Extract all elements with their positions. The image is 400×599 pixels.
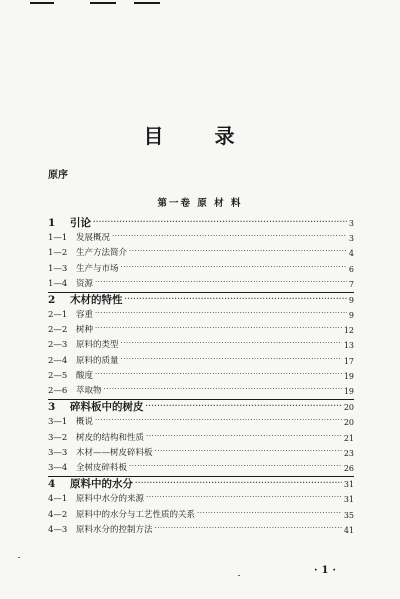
toc-entry-number: 3 xyxy=(48,401,56,414)
toc-entry-title: 发展概况 xyxy=(76,233,111,244)
edge-mark xyxy=(30,2,54,4)
dot-leader xyxy=(155,521,342,536)
toc-entry-page: 9 xyxy=(348,311,354,321)
dot-leader xyxy=(112,229,347,244)
toc-entry-number: 2—2 xyxy=(48,325,68,336)
toc-section-row[interactable] xyxy=(48,461,354,476)
page-title: 目 录 xyxy=(143,124,257,148)
dot-leader xyxy=(155,444,342,459)
toc-entry-number: 4 xyxy=(48,478,56,491)
toc-entry-title: 碎料板中的树皮 xyxy=(70,401,144,414)
dot-leader xyxy=(146,429,342,444)
toc-entry-title: 树种 xyxy=(76,325,94,336)
toc-entry-number: 1—2 xyxy=(48,248,68,259)
toc-entry-title: 容重 xyxy=(76,310,94,321)
toc-entry-number: 1—4 xyxy=(48,278,68,289)
dot-leader xyxy=(197,506,342,521)
toc-entry-page: 13 xyxy=(343,341,354,351)
toc-entry-number: 3—1 xyxy=(48,417,68,428)
toc-entry-number: 2—6 xyxy=(48,386,68,397)
toc-entry-title: 概说 xyxy=(76,417,94,428)
toc-entry-page: 12 xyxy=(343,326,354,336)
toc-entry-page: 21 xyxy=(343,433,354,443)
toc-entry-page: 9 xyxy=(348,295,354,305)
dot-leader xyxy=(121,260,347,275)
dot-leader xyxy=(95,321,342,336)
toc-entry-number: 2—5 xyxy=(48,370,68,381)
toc-entry-number: 4—3 xyxy=(48,524,68,535)
toc-entry-title: 全树皮碎料板 xyxy=(76,462,128,473)
dot-leader xyxy=(121,352,342,367)
toc-entry-number: 1 xyxy=(48,216,56,229)
toc-entry-title: 生产方法简介 xyxy=(76,248,128,259)
toc-entry-title: 原料的类型 xyxy=(76,340,119,351)
dot-leader xyxy=(104,382,342,397)
dot-leader xyxy=(95,367,342,382)
dot-leader xyxy=(121,336,342,351)
preface-link[interactable]: 原序 xyxy=(48,170,68,181)
dot-leader xyxy=(135,475,342,490)
toc-entry-number: 2 xyxy=(48,293,56,306)
scan-speck xyxy=(238,575,240,576)
dot-leader xyxy=(146,398,342,413)
toc-section-row[interactable] xyxy=(48,277,354,292)
toc-entry-number: 2—3 xyxy=(48,340,68,351)
toc-entry-page: 3 xyxy=(348,234,354,244)
toc-entry-page: 35 xyxy=(343,510,354,520)
toc-entry-number: 3—4 xyxy=(48,462,68,473)
toc-entry-page: 26 xyxy=(343,463,354,473)
toc-entry-number: 4—1 xyxy=(48,494,68,505)
edge-mark xyxy=(90,2,116,4)
toc-entry-page: 31 xyxy=(343,480,354,490)
edge-mark xyxy=(134,2,160,4)
dot-leader xyxy=(129,244,347,259)
toc-entry-title: 原料中的水分 xyxy=(70,478,133,491)
toc-entry-title: 木材的特性 xyxy=(70,293,123,306)
dot-leader xyxy=(93,214,347,229)
toc-entry-page: 31 xyxy=(343,495,354,505)
toc-entry-title: 引论 xyxy=(70,216,91,229)
dot-leader xyxy=(95,275,347,290)
toc-section-row[interactable] xyxy=(48,523,354,538)
toc-entry-page: 3 xyxy=(348,218,354,228)
volume-heading: 第一卷 原 材 料 xyxy=(157,198,243,209)
dot-leader xyxy=(129,459,342,474)
toc-entry-number: 4—2 xyxy=(48,509,68,520)
toc-entry-page: 23 xyxy=(343,448,354,458)
toc-entry-title: 生产与市场 xyxy=(76,263,119,274)
toc-entry-number: 1—3 xyxy=(48,263,68,274)
top-edge-marks xyxy=(30,0,180,6)
toc-entry-title: 原料水分的控制方法 xyxy=(76,524,153,535)
toc-entry-title: 酸度 xyxy=(76,370,94,381)
toc-entry-title: 树皮的结构和性质 xyxy=(76,432,145,443)
toc-entry-page: 4 xyxy=(348,249,354,259)
dot-leader xyxy=(146,490,342,505)
toc-entry-number: 2—1 xyxy=(48,310,68,321)
toc-section-row[interactable] xyxy=(48,384,354,399)
toc-entry-title: 萃取物 xyxy=(76,386,102,397)
toc-entry-number: 3—3 xyxy=(48,447,68,458)
toc-entry-page: 41 xyxy=(343,525,354,535)
toc-entry-title: 原料中水分的来源 xyxy=(76,494,145,505)
toc-entry-page: 19 xyxy=(343,387,354,397)
toc-entry-number: 2—4 xyxy=(48,355,68,366)
dot-leader xyxy=(95,413,342,428)
toc-entry-page: 6 xyxy=(348,264,354,274)
dot-leader xyxy=(125,291,347,306)
page-number: ·1· xyxy=(314,565,340,576)
toc-entry-title: 原料的质量 xyxy=(76,355,119,366)
dot-leader xyxy=(95,306,347,321)
scan-speck xyxy=(18,557,20,558)
toc-entry-page: 17 xyxy=(343,356,354,366)
toc-entry-page: 20 xyxy=(343,403,354,413)
toc-entry-number: 3—2 xyxy=(48,432,68,443)
toc-entry-title: 木材——树皮碎料板 xyxy=(76,447,153,458)
table-of-contents xyxy=(48,216,354,538)
toc-entry-title: 原料中的水分与工艺性质的关系 xyxy=(76,509,196,520)
toc-entry-page: 20 xyxy=(343,418,354,428)
toc-entry-page: 19 xyxy=(343,371,354,381)
toc-entry-title: 资源 xyxy=(76,278,94,289)
toc-entry-number: 1—1 xyxy=(48,233,68,244)
toc-entry-page: 7 xyxy=(348,279,354,289)
